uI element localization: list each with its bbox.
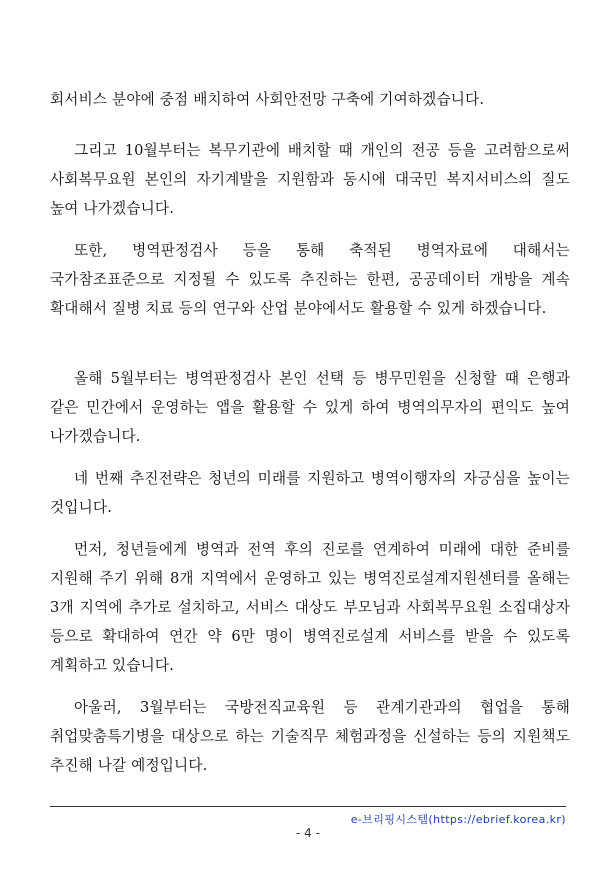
paragraph-6: 먼저, 청년들에게 병역과 전역 후의 진로를 연계하여 미래에 대한 준비를 지원해 주기 위해 8개 지역에서 운영하고 있는 병역진로설계지원센터를 올해는 3개 지역에 추가로 설치하고, 서비스 대상도 부모님과 사회복무요원 소집대상자 등으로 확대하여 연간 약 6만 명이 병역진로설계 서비스를 받을 수 있도록 계획하고 있습니다. — [50, 541, 570, 674]
page-number: - 4 - — [296, 826, 320, 840]
paragraph-1: 회서비스 분야에 중점 배치하여 사회안전망 구축에 기여하겠습니다. — [50, 91, 485, 108]
paragraph-4: 올해 5월부터는 병역판정검사 본인 선택 등 병무민원을 신청할 때 은행과 같은 민간에서 운영하는 앱을 활용할 수 있게 하여 병역의무자의 편익도 높여 나가겠습니다. — [50, 370, 570, 445]
paragraph-7: 아울러, 3월부터는 국방전직교육원 등 관계기관과의 협업을 통해 취업맞춤특기병을 대상으로 하는 기술직무 체험과정을 신설하는 등의 지원책도 추진해 나갈 예정입니다. — [50, 699, 570, 774]
footer-brand-link[interactable]: e-브리핑시스템(https://ebrief.korea.kr) — [350, 813, 566, 826]
footer-divider — [50, 806, 566, 807]
paragraph-3: 또한, 병역판정검사 등을 통해 축적된 병역자료에 대해서는 국가참조표준으로 지정될 수 있도록 추진하는 한편, 공공데이터 개방을 계속 확대해서 질병 치료 등의 연구와 산업 분야에서도 활용할 수 있게 하겠습니다. — [50, 242, 570, 317]
paragraph-2: 그리고 10월부터는 복무기관에 배치할 때 개인의 전공 등을 고려함으로써 사회복무요원 본인의 자기계발을 지원함과 동시에 대국민 복지서비스의 질도 높여 나가겠습니다. — [50, 142, 570, 217]
paragraph-5: 네 번째 추진전략은 청년의 미래를 지원하고 병역이행자의 자긍심을 높이는 것입니다. — [50, 470, 570, 516]
